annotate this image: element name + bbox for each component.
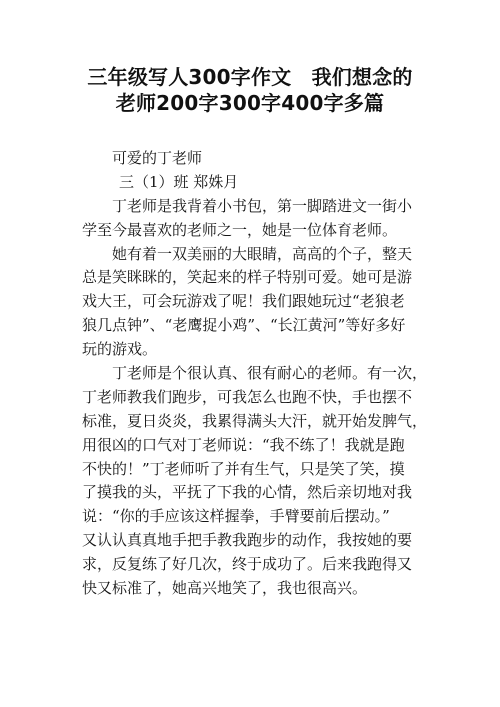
document-title bbox=[40, 64, 460, 116]
paragraph-line: 狼几点钟”、“老鹰捉小鸡”、“长江黄河”等好多好 bbox=[82, 316, 406, 335]
paragraph-line: 玩的游戏。 bbox=[82, 340, 158, 359]
paragraph-line: 用很凶的口气对丁老师说：“我不练了！我就是跑 bbox=[82, 435, 405, 454]
title-line: 老师200字300字400字多篇 bbox=[115, 91, 385, 115]
paragraph-line: 丁老师教我们跑步，可我怎么也跑不快，手也摆不 bbox=[82, 387, 413, 406]
paragraph-line: 说：“你的手应该这样握拳，手臂要前后摆动。” bbox=[82, 507, 390, 526]
paragraph-line: 丁老师是个很认真、很有耐心的老师。有一次， bbox=[112, 364, 428, 383]
essay-author: 三（1）班 郑姝月 bbox=[119, 172, 239, 191]
paragraph-line: 了摸我的头，平抚了下我的心情，然后亲切地对我 bbox=[82, 483, 413, 502]
paragraph-line: 求，反复练了好几次，终于成功了。后来我跑得又 bbox=[82, 555, 413, 574]
paragraph-line: 又认认真真地手把手教我跑步的动作，我按她的要 bbox=[82, 531, 413, 550]
paragraph-line: 快又标准了，她高兴地笑了，我也很高兴。 bbox=[82, 579, 368, 598]
paragraph-line: 戏大王，可会玩游戏了呢！我们跟她玩过“老狼老 bbox=[82, 292, 405, 311]
paragraph-line: 丁老师是我背着小书包，第一脚踏进文一街小 bbox=[112, 196, 413, 215]
title-line: 三年级写人300字作文 我们想念的 bbox=[87, 65, 413, 89]
essay-body bbox=[82, 147, 427, 601]
paragraph-line: 总是笑眯眯的，笑起来的样子特别可爱。她可是游 bbox=[82, 268, 413, 287]
paragraph-line: 不快的！”丁老师听了并有生气，只是笑了笑，摸 bbox=[82, 459, 405, 478]
paragraph-line: 她有着一双美丽的大眼睛，高高的个子，整天 bbox=[112, 244, 413, 263]
paragraph-line: 学至今最喜欢的老师之一，她是一位体育老师。 bbox=[82, 220, 398, 239]
essay-title: 可爱的丁老师 bbox=[112, 149, 203, 167]
paragraph-line: 标准，夏日炎炎，我累得满头大汗，就开始发脾气， bbox=[82, 411, 428, 430]
